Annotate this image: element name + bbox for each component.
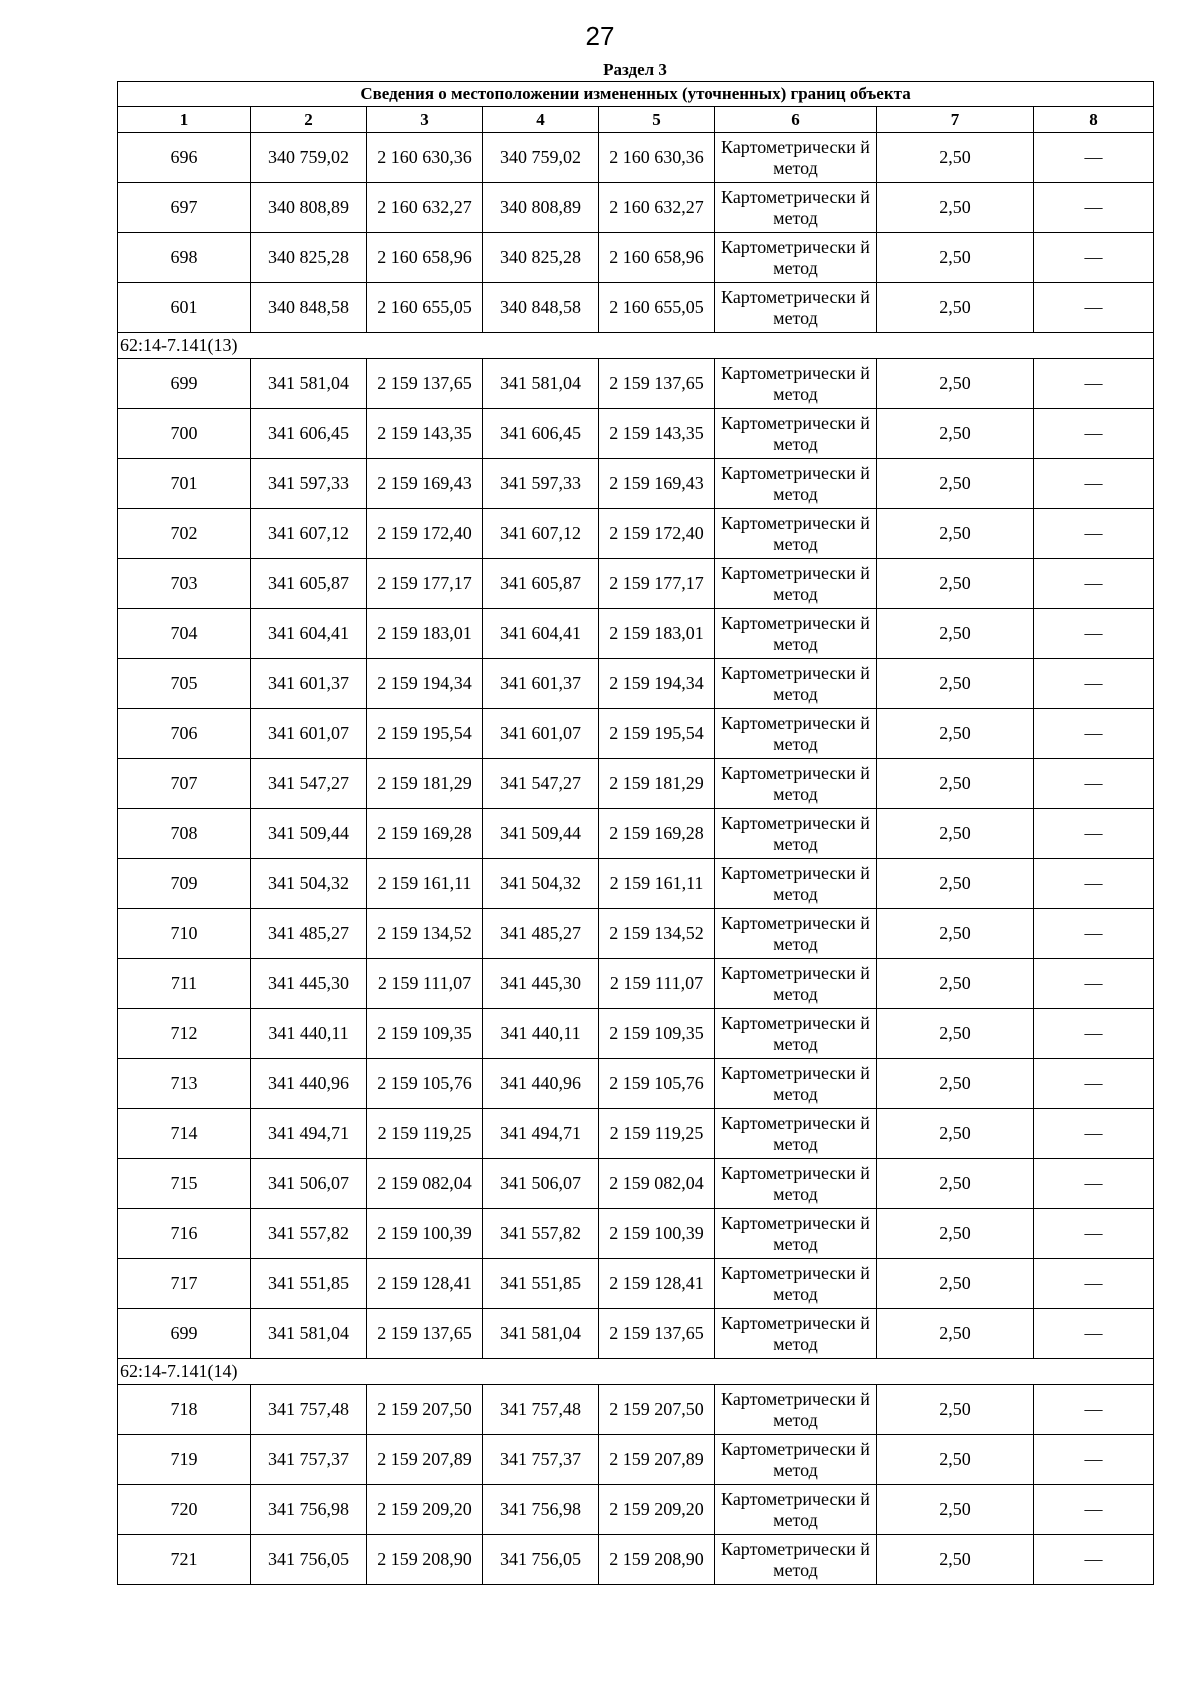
cell-x-existing: 341 557,82: [251, 1209, 367, 1259]
table-row: [118, 1209, 1154, 1259]
cell-description: —: [1034, 809, 1154, 859]
cell-accuracy: 2,50: [877, 1209, 1034, 1259]
cell-point-number: 698: [118, 233, 251, 283]
cell-y-existing: 2 159 183,01: [367, 609, 483, 659]
cell-y-new: 2 159 109,35: [599, 1009, 715, 1059]
cell-point-number: 697: [118, 183, 251, 233]
column-number: 4: [483, 107, 599, 133]
cell-accuracy: 2,50: [877, 1485, 1034, 1535]
cell-x-new: 340 759,02: [483, 133, 599, 183]
cell-y-existing: 2 159 169,28: [367, 809, 483, 859]
cell-x-existing: 341 504,32: [251, 859, 367, 909]
cell-accuracy: 2,50: [877, 859, 1034, 909]
cell-x-new: 341 494,71: [483, 1109, 599, 1159]
cell-x-new: 341 445,30: [483, 959, 599, 1009]
cell-x-existing: 341 756,98: [251, 1485, 367, 1535]
table-body: [118, 133, 1154, 1585]
cell-x-existing: 341 604,41: [251, 609, 367, 659]
cell-accuracy: 2,50: [877, 1259, 1034, 1309]
cell-x-new: 341 581,04: [483, 359, 599, 409]
cell-y-new: 2 159 111,07: [599, 959, 715, 1009]
cell-accuracy: 2,50: [877, 609, 1034, 659]
cell-point-number: 702: [118, 509, 251, 559]
cell-point-number: 710: [118, 909, 251, 959]
table-row: [118, 609, 1154, 659]
cell-method: Картометрически й метод: [715, 1309, 877, 1359]
cell-y-existing: 2 160 655,05: [367, 283, 483, 333]
cell-method: Картометрически й метод: [715, 609, 877, 659]
cell-method: Картометрически й метод: [715, 659, 877, 709]
cell-accuracy: 2,50: [877, 909, 1034, 959]
cell-point-number: 705: [118, 659, 251, 709]
cell-x-existing: 341 440,11: [251, 1009, 367, 1059]
cell-y-existing: 2 159 207,89: [367, 1435, 483, 1485]
boundary-coordinates-table: [117, 81, 1154, 1585]
cell-y-existing: 2 160 630,36: [367, 133, 483, 183]
cell-point-number: 721: [118, 1535, 251, 1585]
cell-method: Картометрически й метод: [715, 559, 877, 609]
cell-method: Картометрически й метод: [715, 133, 877, 183]
cell-method: Картометрически й метод: [715, 859, 877, 909]
cell-accuracy: 2,50: [877, 1435, 1034, 1485]
cell-point-number: 699: [118, 1309, 251, 1359]
cell-method: Картометрически й метод: [715, 1159, 877, 1209]
cell-y-existing: 2 159 109,35: [367, 1009, 483, 1059]
cell-description: —: [1034, 1485, 1154, 1535]
cell-point-number: 699: [118, 359, 251, 409]
cell-accuracy: 2,50: [877, 459, 1034, 509]
table-row: [118, 283, 1154, 333]
cell-method: Картометрически й метод: [715, 409, 877, 459]
table-row: [118, 509, 1154, 559]
table-row: [118, 359, 1154, 409]
cell-y-new: 2 159 082,04: [599, 1159, 715, 1209]
cell-y-new: 2 159 195,54: [599, 709, 715, 759]
cell-point-number: 708: [118, 809, 251, 859]
cell-point-number: 717: [118, 1259, 251, 1309]
cell-x-existing: 340 808,89: [251, 183, 367, 233]
column-numbers-row: [118, 107, 1154, 133]
table-row: [118, 183, 1154, 233]
cell-y-existing: 2 159 194,34: [367, 659, 483, 709]
cell-accuracy: 2,50: [877, 1535, 1034, 1585]
cell-point-number: 601: [118, 283, 251, 333]
table-row: [118, 909, 1154, 959]
cell-method: Картометрически й метод: [715, 1385, 877, 1435]
cell-accuracy: 2,50: [877, 559, 1034, 609]
cell-description: —: [1034, 1159, 1154, 1209]
cell-method: Картометрически й метод: [715, 909, 877, 959]
cell-x-existing: 341 445,30: [251, 959, 367, 1009]
column-number: 7: [877, 107, 1034, 133]
cell-x-new: 340 825,28: [483, 233, 599, 283]
cell-x-existing: 341 581,04: [251, 359, 367, 409]
cell-x-new: 341 597,33: [483, 459, 599, 509]
cell-y-existing: 2 159 111,07: [367, 959, 483, 1009]
cell-method: Картометрически й метод: [715, 1109, 877, 1159]
cell-x-existing: 341 757,48: [251, 1385, 367, 1435]
cell-method: Картометрически й метод: [715, 509, 877, 559]
cell-y-existing: 2 159 195,54: [367, 709, 483, 759]
cell-point-number: 709: [118, 859, 251, 909]
cell-x-existing: 341 605,87: [251, 559, 367, 609]
table-row: [118, 709, 1154, 759]
cell-description: —: [1034, 559, 1154, 609]
cell-y-existing: 2 159 177,17: [367, 559, 483, 609]
cell-y-new: 2 159 177,17: [599, 559, 715, 609]
cell-x-existing: 341 509,44: [251, 809, 367, 859]
cell-point-number: 713: [118, 1059, 251, 1109]
cell-accuracy: 2,50: [877, 809, 1034, 859]
column-number: 6: [715, 107, 877, 133]
table-row: [118, 409, 1154, 459]
cell-method: Картометрически й метод: [715, 183, 877, 233]
table-row: [118, 1109, 1154, 1159]
cell-description: —: [1034, 909, 1154, 959]
cell-x-new: 341 557,82: [483, 1209, 599, 1259]
group-label: 62:14-7.141(14): [118, 1359, 1154, 1385]
table-row: [118, 233, 1154, 283]
cell-description: —: [1034, 359, 1154, 409]
cell-accuracy: 2,50: [877, 283, 1034, 333]
cell-point-number: 720: [118, 1485, 251, 1535]
cell-y-new: 2 159 161,11: [599, 859, 715, 909]
cell-x-existing: 341 597,33: [251, 459, 367, 509]
table-row: [118, 1009, 1154, 1059]
column-number: 1: [118, 107, 251, 133]
table-row: [118, 459, 1154, 509]
cell-description: —: [1034, 709, 1154, 759]
cell-y-existing: 2 159 128,41: [367, 1259, 483, 1309]
cell-x-new: 341 604,41: [483, 609, 599, 659]
cell-method: Картометрически й метод: [715, 1209, 877, 1259]
cell-y-new: 2 160 630,36: [599, 133, 715, 183]
cell-x-new: 341 547,27: [483, 759, 599, 809]
cell-x-new: 341 606,45: [483, 409, 599, 459]
cell-x-existing: 341 440,96: [251, 1059, 367, 1109]
cell-description: —: [1034, 759, 1154, 809]
cell-description: —: [1034, 283, 1154, 333]
group-label: 62:14-7.141(13): [118, 333, 1154, 359]
table-row: [118, 659, 1154, 709]
cell-y-existing: 2 159 137,65: [367, 1309, 483, 1359]
group-row: [118, 1359, 1154, 1385]
cell-y-existing: 2 159 105,76: [367, 1059, 483, 1109]
cell-x-new: 341 509,44: [483, 809, 599, 859]
cell-method: Картометрически й метод: [715, 283, 877, 333]
cell-y-existing: 2 159 161,11: [367, 859, 483, 909]
cell-description: —: [1034, 959, 1154, 1009]
cell-x-existing: 341 601,07: [251, 709, 367, 759]
cell-y-new: 2 159 169,43: [599, 459, 715, 509]
cell-description: —: [1034, 1385, 1154, 1435]
cell-accuracy: 2,50: [877, 1009, 1034, 1059]
table-row: [118, 559, 1154, 609]
cell-accuracy: 2,50: [877, 1309, 1034, 1359]
cell-point-number: 703: [118, 559, 251, 609]
cell-point-number: 715: [118, 1159, 251, 1209]
cell-y-existing: 2 159 169,43: [367, 459, 483, 509]
table-row: [118, 959, 1154, 1009]
cell-y-new: 2 159 209,20: [599, 1485, 715, 1535]
cell-point-number: 707: [118, 759, 251, 809]
cell-accuracy: 2,50: [877, 409, 1034, 459]
cell-accuracy: 2,50: [877, 709, 1034, 759]
cell-description: —: [1034, 133, 1154, 183]
cell-x-new: 341 757,37: [483, 1435, 599, 1485]
cell-x-new: 341 601,07: [483, 709, 599, 759]
cell-x-new: 341 440,96: [483, 1059, 599, 1109]
cell-point-number: 712: [118, 1009, 251, 1059]
cell-x-existing: 341 485,27: [251, 909, 367, 959]
cell-x-new: 341 757,48: [483, 1385, 599, 1435]
cell-x-existing: 340 759,02: [251, 133, 367, 183]
cell-x-new: 341 756,98: [483, 1485, 599, 1535]
cell-x-new: 341 581,04: [483, 1309, 599, 1359]
cell-x-existing: 341 757,37: [251, 1435, 367, 1485]
cell-method: Картометрически й метод: [715, 1259, 877, 1309]
cell-y-new: 2 159 183,01: [599, 609, 715, 659]
cell-y-existing: 2 160 632,27: [367, 183, 483, 233]
cell-y-existing: 2 159 119,25: [367, 1109, 483, 1159]
table-row: [118, 1059, 1154, 1109]
column-number: 3: [367, 107, 483, 133]
cell-y-new: 2 159 172,40: [599, 509, 715, 559]
cell-accuracy: 2,50: [877, 1109, 1034, 1159]
cell-method: Картометрически й метод: [715, 459, 877, 509]
page-number: 27: [585, 21, 615, 51]
cell-method: Картометрически й метод: [715, 709, 877, 759]
cell-description: —: [1034, 233, 1154, 283]
cell-accuracy: 2,50: [877, 509, 1034, 559]
cell-y-new: 2 159 128,41: [599, 1259, 715, 1309]
cell-y-new: 2 159 134,52: [599, 909, 715, 959]
cell-description: —: [1034, 459, 1154, 509]
cell-description: —: [1034, 659, 1154, 709]
cell-point-number: 701: [118, 459, 251, 509]
cell-method: Картометрически й метод: [715, 1059, 877, 1109]
cell-description: —: [1034, 1435, 1154, 1485]
cell-accuracy: 2,50: [877, 183, 1034, 233]
table-row: [118, 1535, 1154, 1585]
cell-method: Картометрически й метод: [715, 1485, 877, 1535]
cell-description: —: [1034, 609, 1154, 659]
column-number: 5: [599, 107, 715, 133]
cell-description: —: [1034, 183, 1154, 233]
cell-method: Картометрически й метод: [715, 1435, 877, 1485]
cell-y-new: 2 159 119,25: [599, 1109, 715, 1159]
cell-point-number: 704: [118, 609, 251, 659]
cell-y-new: 2 159 137,65: [599, 359, 715, 409]
cell-x-existing: 341 756,05: [251, 1535, 367, 1585]
cell-y-existing: 2 159 181,29: [367, 759, 483, 809]
table-row: [118, 759, 1154, 809]
table-row: [118, 1259, 1154, 1309]
cell-y-existing: 2 159 082,04: [367, 1159, 483, 1209]
cell-x-existing: 341 607,12: [251, 509, 367, 559]
table-caption-row: [118, 82, 1154, 107]
cell-method: Картометрически й метод: [715, 359, 877, 409]
cell-y-existing: 2 159 172,40: [367, 509, 483, 559]
section-title: Раздел 3: [603, 60, 667, 79]
table-row: [118, 1159, 1154, 1209]
cell-y-existing: 2 159 134,52: [367, 909, 483, 959]
cell-x-new: 341 440,11: [483, 1009, 599, 1059]
cell-method: Картометрически й метод: [715, 233, 877, 283]
cell-accuracy: 2,50: [877, 1159, 1034, 1209]
cell-description: —: [1034, 1259, 1154, 1309]
cell-description: —: [1034, 1109, 1154, 1159]
cell-x-existing: 341 601,37: [251, 659, 367, 709]
cell-x-new: 341 756,05: [483, 1535, 599, 1585]
cell-description: —: [1034, 1059, 1154, 1109]
table-row: [118, 133, 1154, 183]
cell-y-new: 2 159 105,76: [599, 1059, 715, 1109]
cell-y-existing: 2 159 209,20: [367, 1485, 483, 1535]
cell-y-new: 2 160 655,05: [599, 283, 715, 333]
cell-x-new: 341 504,32: [483, 859, 599, 909]
cell-x-existing: 340 848,58: [251, 283, 367, 333]
cell-y-existing: 2 159 137,65: [367, 359, 483, 409]
cell-y-new: 2 159 194,34: [599, 659, 715, 709]
cell-point-number: 711: [118, 959, 251, 1009]
table-row: [118, 859, 1154, 909]
cell-method: Картометрически й метод: [715, 809, 877, 859]
cell-y-new: 2 159 208,90: [599, 1535, 715, 1585]
cell-x-existing: 341 494,71: [251, 1109, 367, 1159]
column-number: 2: [251, 107, 367, 133]
cell-accuracy: 2,50: [877, 959, 1034, 1009]
cell-y-new: 2 159 181,29: [599, 759, 715, 809]
cell-method: Картометрически й метод: [715, 759, 877, 809]
cell-x-existing: 341 547,27: [251, 759, 367, 809]
cell-description: —: [1034, 409, 1154, 459]
cell-y-new: 2 159 100,39: [599, 1209, 715, 1259]
cell-y-new: 2 159 207,50: [599, 1385, 715, 1435]
cell-x-new: 341 551,85: [483, 1259, 599, 1309]
cell-x-new: 341 506,07: [483, 1159, 599, 1209]
cell-x-existing: 340 825,28: [251, 233, 367, 283]
cell-x-existing: 341 506,07: [251, 1159, 367, 1209]
table-row: [118, 1309, 1154, 1359]
cell-y-new: 2 160 632,27: [599, 183, 715, 233]
cell-x-new: 340 848,58: [483, 283, 599, 333]
cell-x-new: 341 605,87: [483, 559, 599, 609]
cell-accuracy: 2,50: [877, 233, 1034, 283]
cell-y-new: 2 159 207,89: [599, 1435, 715, 1485]
cell-accuracy: 2,50: [877, 1059, 1034, 1109]
cell-x-new: 341 601,37: [483, 659, 599, 709]
cell-y-existing: 2 160 658,96: [367, 233, 483, 283]
cell-point-number: 706: [118, 709, 251, 759]
cell-method: Картометрически й метод: [715, 1009, 877, 1059]
column-number: 8: [1034, 107, 1154, 133]
cell-y-existing: 2 159 207,50: [367, 1385, 483, 1435]
cell-point-number: 719: [118, 1435, 251, 1485]
cell-method: Картометрически й метод: [715, 959, 877, 1009]
cell-y-new: 2 160 658,96: [599, 233, 715, 283]
cell-point-number: 718: [118, 1385, 251, 1435]
cell-y-new: 2 159 143,35: [599, 409, 715, 459]
cell-accuracy: 2,50: [877, 659, 1034, 709]
cell-point-number: 700: [118, 409, 251, 459]
cell-y-existing: 2 159 143,35: [367, 409, 483, 459]
table-caption: Сведения о местоположении измененных (уточненных) границ объекта: [118, 82, 1154, 107]
cell-x-new: 341 607,12: [483, 509, 599, 559]
cell-x-new: 340 808,89: [483, 183, 599, 233]
cell-accuracy: 2,50: [877, 1385, 1034, 1435]
cell-accuracy: 2,50: [877, 359, 1034, 409]
cell-y-new: 2 159 137,65: [599, 1309, 715, 1359]
table-row: [118, 809, 1154, 859]
cell-point-number: 716: [118, 1209, 251, 1259]
group-row: [118, 333, 1154, 359]
cell-description: —: [1034, 1009, 1154, 1059]
cell-description: —: [1034, 1535, 1154, 1585]
cell-accuracy: 2,50: [877, 759, 1034, 809]
cell-x-existing: 341 581,04: [251, 1309, 367, 1359]
cell-description: —: [1034, 1209, 1154, 1259]
cell-point-number: 696: [118, 133, 251, 183]
cell-y-new: 2 159 169,28: [599, 809, 715, 859]
cell-description: —: [1034, 509, 1154, 559]
cell-y-existing: 2 159 100,39: [367, 1209, 483, 1259]
cell-method: Картометрически й метод: [715, 1535, 877, 1585]
cell-point-number: 714: [118, 1109, 251, 1159]
cell-description: —: [1034, 1309, 1154, 1359]
cell-x-existing: 341 551,85: [251, 1259, 367, 1309]
cell-x-new: 341 485,27: [483, 909, 599, 959]
cell-accuracy: 2,50: [877, 133, 1034, 183]
table-row: [118, 1385, 1154, 1435]
cell-x-existing: 341 606,45: [251, 409, 367, 459]
table-row: [118, 1485, 1154, 1535]
cell-y-existing: 2 159 208,90: [367, 1535, 483, 1585]
cell-description: —: [1034, 859, 1154, 909]
table-row: [118, 1435, 1154, 1485]
